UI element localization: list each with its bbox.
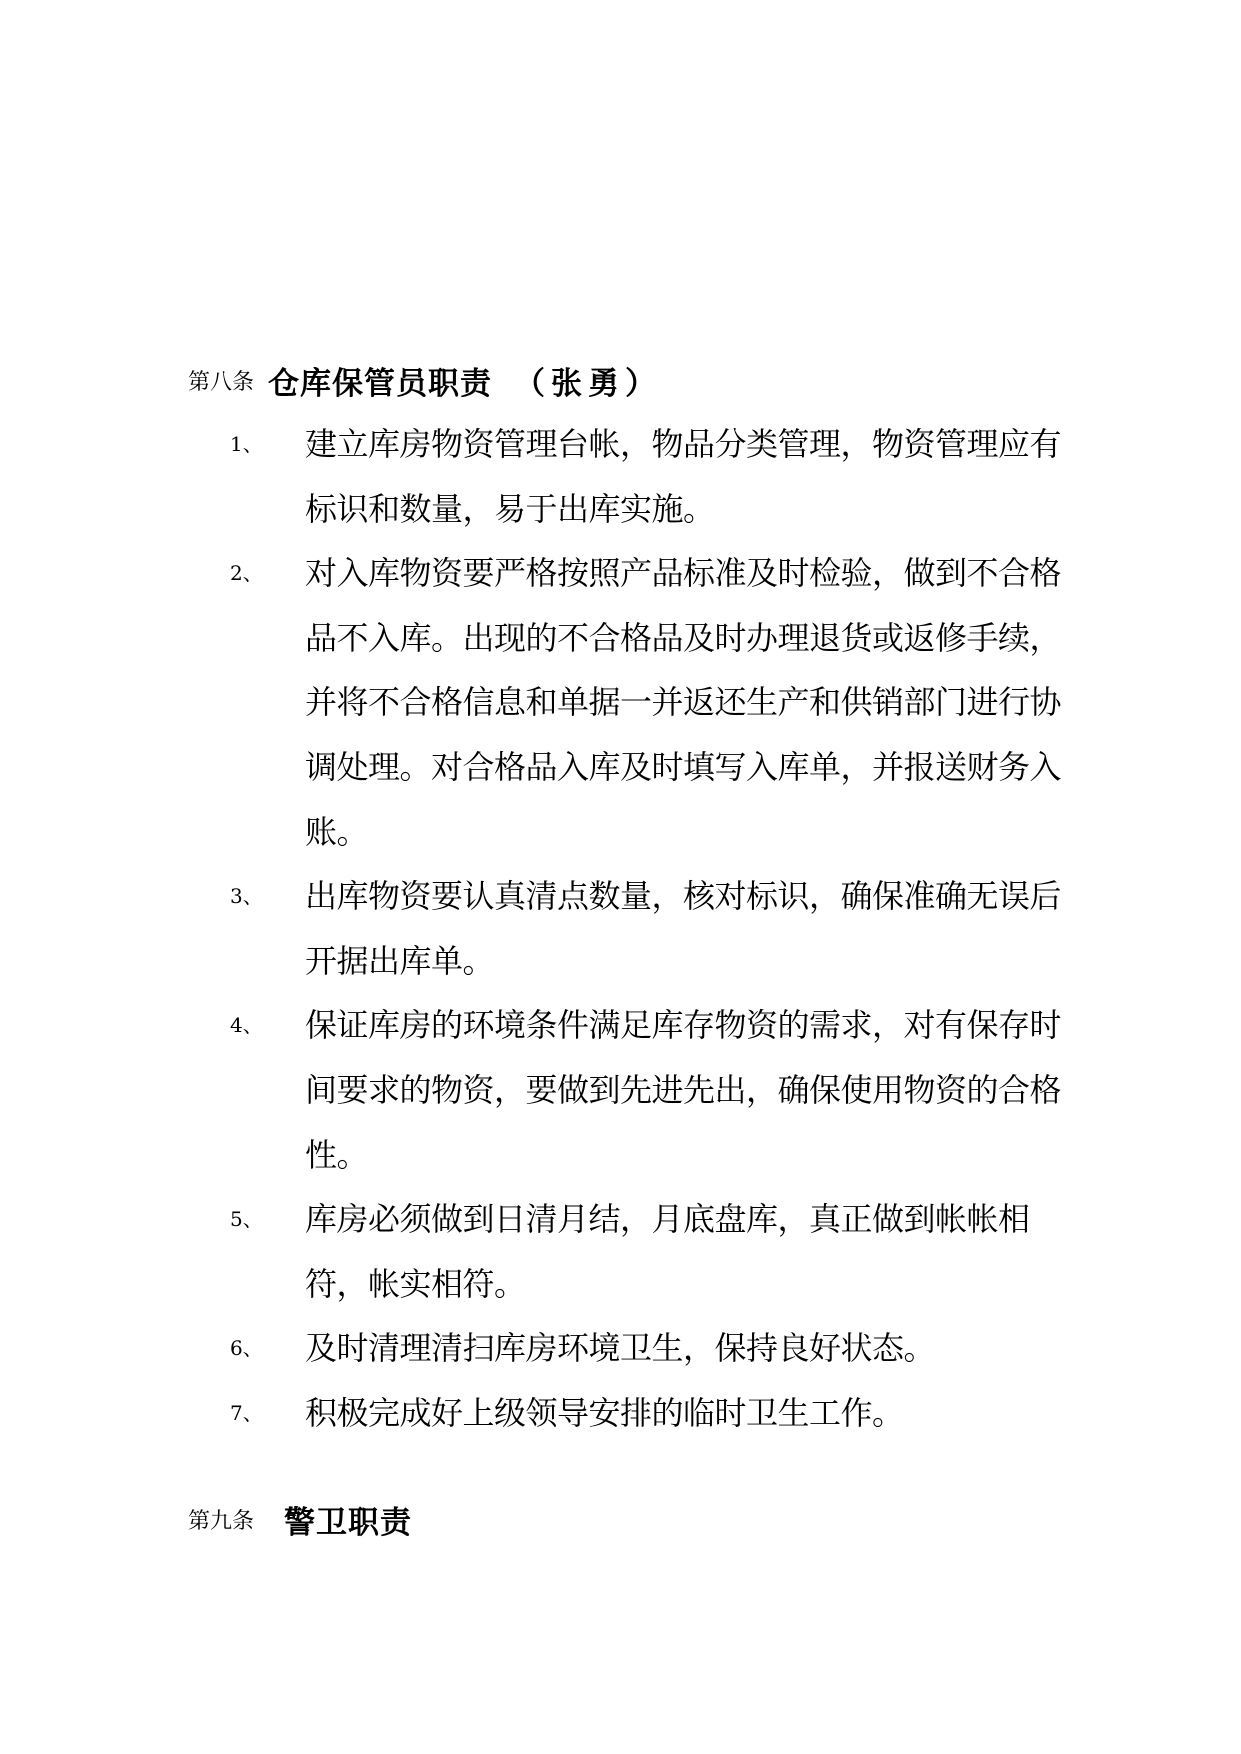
article-8-owner: （张勇）	[514, 366, 663, 402]
article-9-number: 第九条	[188, 1509, 255, 1534]
duty-number: 4、	[230, 1013, 263, 1038]
duty-item	[230, 1316, 1070, 1381]
duty-item	[230, 993, 1070, 1187]
duty-item	[230, 1381, 1070, 1446]
duty-text: 及时清理清扫库房环境卫生，保持良好状态。	[305, 1329, 936, 1368]
duty-number: 2、	[230, 561, 263, 586]
article-8-number: 第八条	[188, 370, 255, 395]
article-8-title: 仓库保管员职责	[268, 366, 493, 402]
duty-item	[230, 864, 1070, 993]
duty-list	[230, 412, 1070, 1446]
duty-text: 出库物资要认真清点数量，核对标识，确保准确无误后开据出库单。	[305, 877, 1062, 980]
duty-number: 7、	[230, 1400, 263, 1425]
duty-number: 6、	[230, 1336, 263, 1361]
duty-text: 对入库物资要严格按照产品标准及时检验，做到不合格品不入库。出现的不合格品及时办理退货或返修手续，并将不合格信息和单据一并返还生产和供销部门进行协调处理。对合格品入库及时填写入库单，并报送财务入账。	[305, 554, 1062, 851]
article-9-title: 警卫职责	[284, 1505, 413, 1541]
duty-number: 5、	[230, 1207, 263, 1232]
duty-number: 3、	[230, 884, 263, 909]
duty-text: 库房必须做到日清月结，月底盘库，真正做到帐帐相符，帐实相符。	[305, 1200, 1030, 1303]
duty-item	[230, 1187, 1070, 1316]
duty-text: 保证库房的环境条件满足库存物资的需求，对有保存时间要求的物资，要做到先进先出，确保使用物资的合格性。	[305, 1006, 1062, 1174]
duty-item	[230, 412, 1070, 541]
duty-text: 积极完成好上级领导安排的临时卫生工作。	[305, 1393, 904, 1432]
duty-item	[230, 541, 1070, 864]
duty-text: 建立库房物资管理台帐，物品分类管理，物资管理应有标识和数量，易于出库实施。	[305, 425, 1062, 528]
article-9-heading	[188, 1497, 412, 1542]
duty-number: 1、	[230, 432, 263, 456]
article-8-heading	[188, 358, 662, 403]
